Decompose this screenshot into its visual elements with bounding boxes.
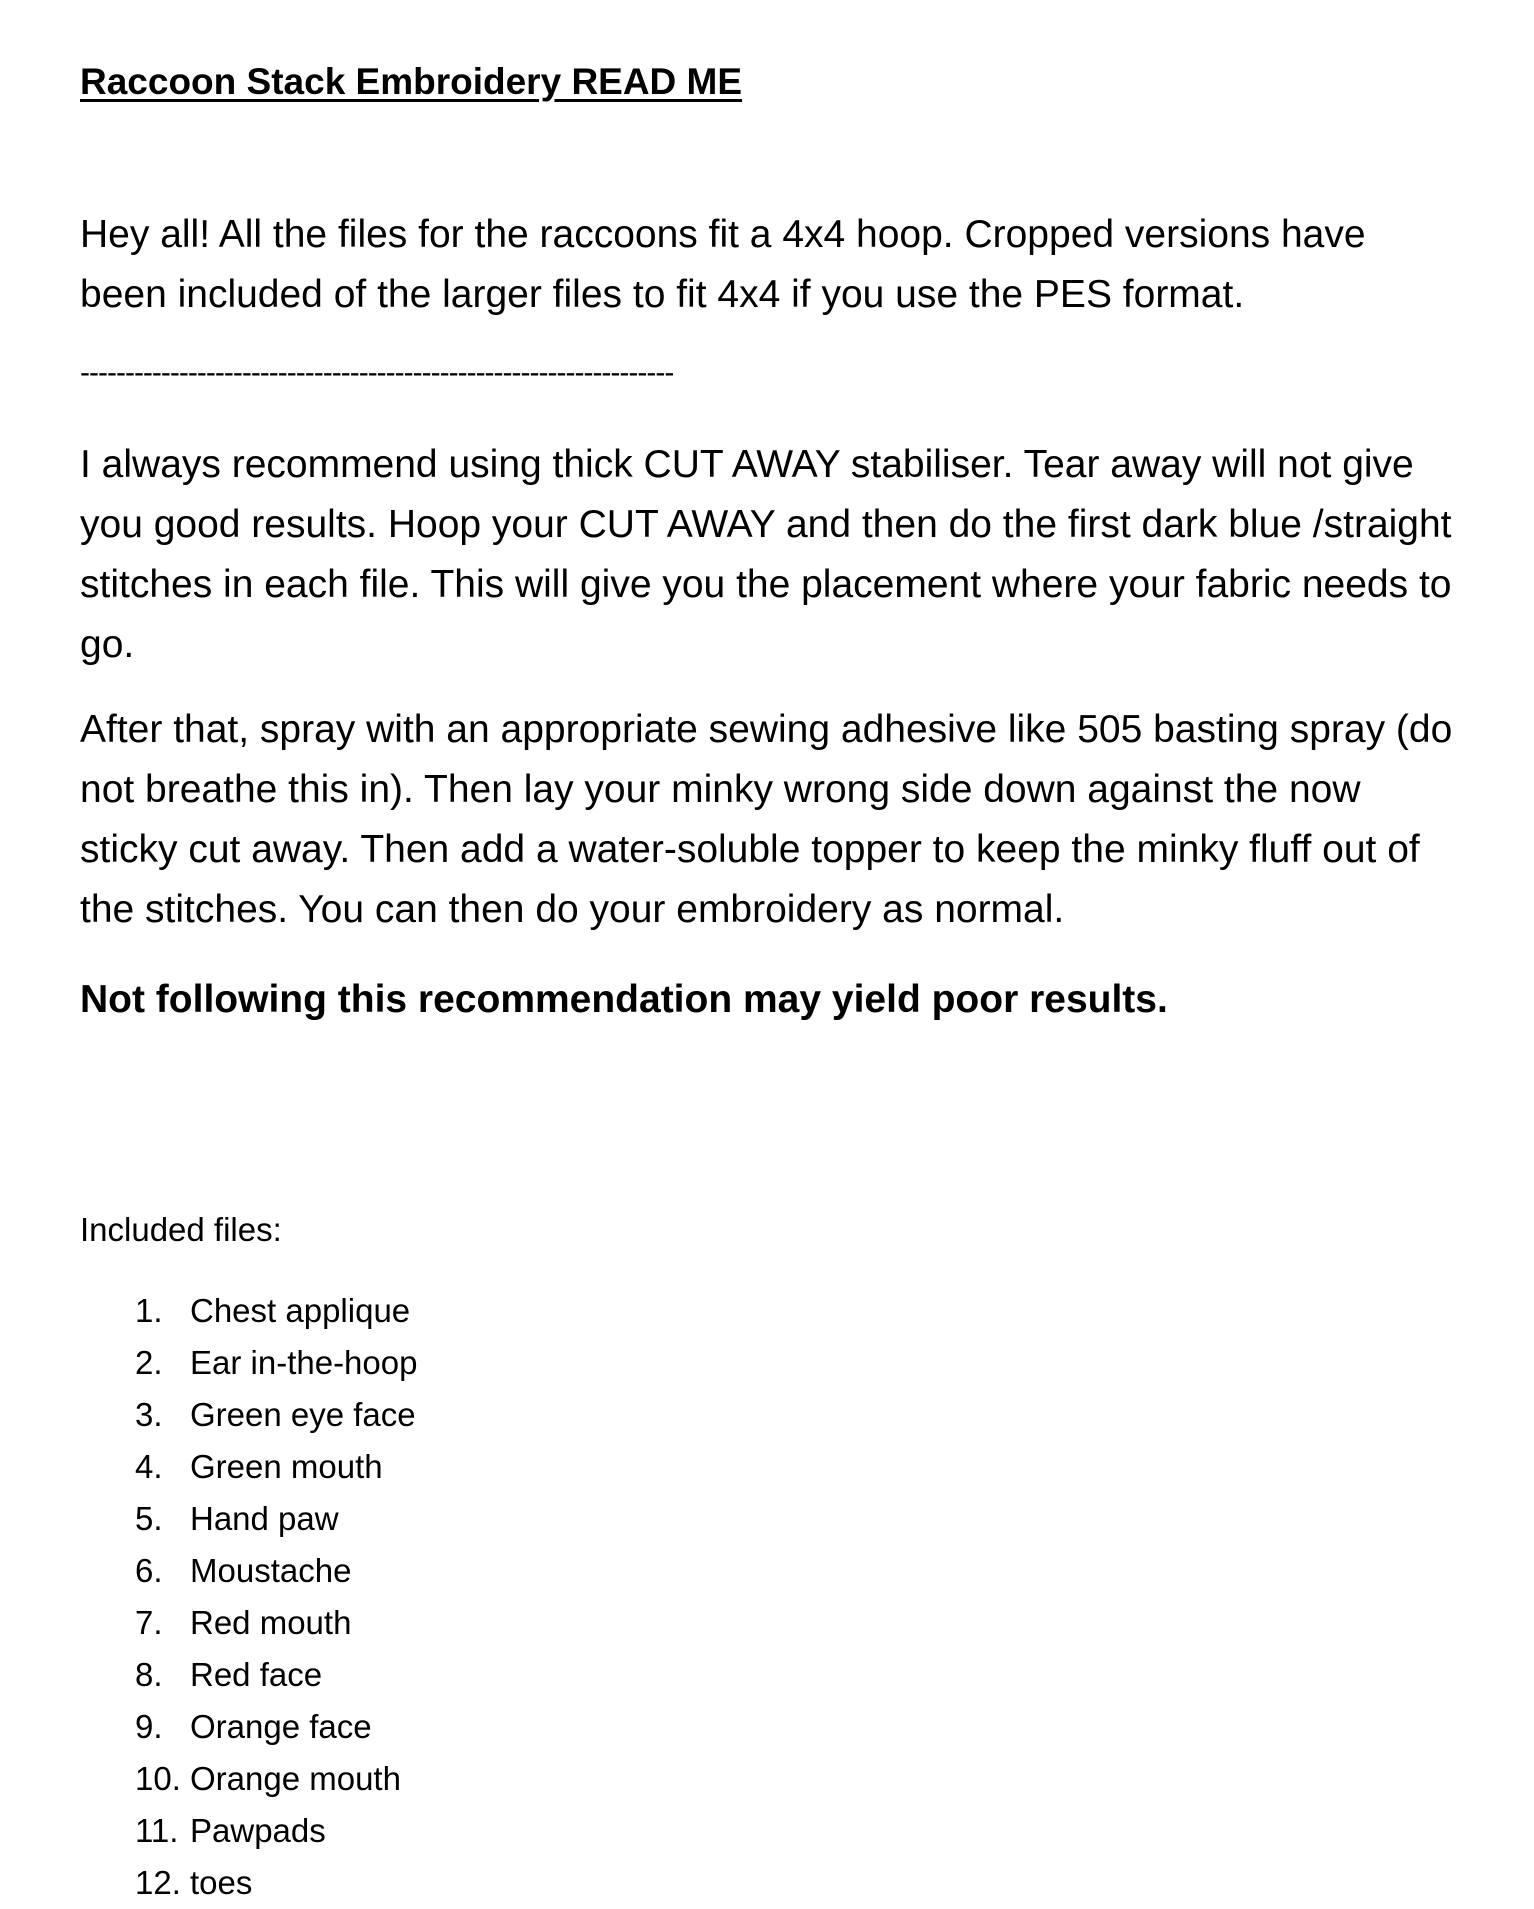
list-item (135, 1805, 417, 1857)
list-item-label: Chest applique (190, 1292, 411, 1329)
list-item (135, 1337, 417, 1389)
list-item-label: toes (190, 1864, 253, 1901)
list-item-number: 3. (135, 1396, 163, 1433)
list-item-number: 12. (135, 1864, 181, 1901)
warning-text: Not following this recommendation may yield poor results. (80, 978, 1168, 1021)
list-item-label: Orange face (190, 1708, 372, 1745)
list-item-number: 8. (135, 1656, 163, 1693)
list-item (135, 1857, 417, 1909)
included-files-list (135, 1285, 417, 1909)
list-item-number: 11. (135, 1812, 179, 1849)
list-item-number: 4. (135, 1448, 163, 1485)
list-item (135, 1285, 417, 1337)
list-item (135, 1545, 417, 1597)
dashed-divider: ------------------------------------------------------------------ (80, 358, 674, 388)
list-item-label: Red face (190, 1656, 323, 1693)
list-item (135, 1701, 417, 1753)
stabiliser-paragraph: I always recommend using thick CUT AWAY stabiliser. Tear away will not give you good results. Hoop your CUT AWAY and then do the first dark blue /straight stitches in each file. This will give you the placement where your fabric needs to go. (80, 443, 1452, 666)
list-item-label: Pawpads (190, 1812, 326, 1849)
list-item-number: 7. (135, 1604, 163, 1641)
adhesive-paragraph: After that, spray with an appropriate sewing adhesive like 505 basting spray (do not breathe this in). Then lay your minky wrong side down against the now sticky cut away. Then add a water-soluble topper to keep the minky fluff out of the stitches. You can then do your embroidery as normal. (80, 708, 1453, 931)
list-item (135, 1597, 417, 1649)
intro-paragraph: Hey all! All the files for the raccoons fit a 4x4 hoop. Cropped versions have been included of the larger files to fit 4x4 if you use the PES format. (80, 213, 1366, 316)
list-item-label: Red mouth (190, 1604, 352, 1641)
list-item-number: 10. (135, 1760, 181, 1797)
included-files-heading: Included files: (80, 1211, 282, 1248)
list-item (135, 1493, 417, 1545)
list-item-label: Orange mouth (190, 1760, 401, 1797)
list-item-label: Green mouth (190, 1448, 383, 1485)
list-item (135, 1649, 417, 1701)
list-item-label: Moustache (190, 1552, 352, 1589)
list-item (135, 1753, 417, 1805)
list-item (135, 1389, 417, 1441)
list-item (135, 1441, 417, 1493)
list-item-number: 1. (135, 1292, 163, 1329)
document-title: Raccoon Stack Embroidery READ ME (80, 61, 743, 102)
list-item-label: Ear in-the-hoop (190, 1344, 418, 1381)
list-item-number: 2. (135, 1344, 163, 1381)
list-item-number: 6. (135, 1552, 163, 1589)
list-item-label: Hand paw (190, 1500, 339, 1537)
list-item-label: Green eye face (190, 1396, 416, 1433)
list-item-number: 5. (135, 1500, 163, 1537)
list-item-number: 9. (135, 1708, 163, 1745)
